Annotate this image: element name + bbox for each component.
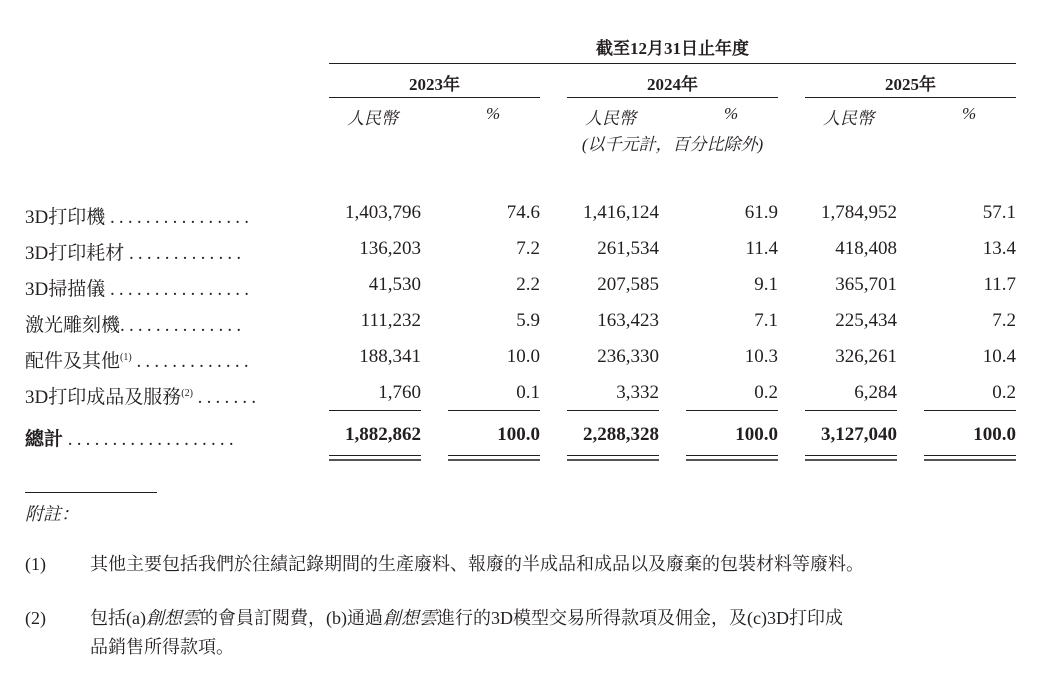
total-double-rule bbox=[686, 455, 778, 461]
table-cell: 1,403,796 bbox=[345, 202, 421, 223]
currency-label-2025: 人民幣 bbox=[823, 109, 874, 128]
note-2-mark: (2) bbox=[25, 608, 46, 628]
subtotal-rule bbox=[686, 410, 778, 411]
total-cell: 1,882,862 bbox=[345, 424, 421, 445]
table-row-label: 3D掃描儀 ................ bbox=[25, 279, 254, 300]
table-cell: 236,330 bbox=[597, 346, 659, 367]
subtotal-rule bbox=[448, 410, 540, 411]
table-cell: 326,261 bbox=[835, 346, 897, 367]
table-row-label: 配件及其他$^{(1)}$ ............. bbox=[25, 351, 253, 372]
footnote-ref: (1) bbox=[120, 352, 132, 363]
year-2023-heading: 2023年 bbox=[409, 75, 460, 94]
table-cell: 9.1 bbox=[754, 274, 778, 295]
table-row-label: 3D打印成品及服務$^{(2)}$ ....... bbox=[25, 387, 261, 408]
table-cell: 225,434 bbox=[835, 310, 897, 331]
note-1-mark: (1) bbox=[25, 554, 46, 574]
table-cell: 418,408 bbox=[835, 238, 897, 259]
percent-label-2023: % bbox=[486, 104, 501, 123]
table-cell: 13.4 bbox=[982, 238, 1016, 259]
table-cell: 207,585 bbox=[597, 274, 659, 295]
table-cell: 1,784,952 bbox=[821, 202, 897, 223]
notes-separator bbox=[25, 492, 157, 493]
year-2025-heading: 2025年 bbox=[885, 75, 936, 94]
table-cell: 0.2 bbox=[754, 382, 778, 403]
total-double-rule bbox=[805, 455, 897, 461]
header-top-rule bbox=[329, 63, 1016, 64]
total-cell: 100.0 bbox=[497, 424, 540, 445]
total-double-rule bbox=[448, 455, 540, 461]
subtotal-rule bbox=[567, 410, 659, 411]
table-cell: 11.4 bbox=[745, 238, 778, 259]
total-double-rule bbox=[924, 455, 1016, 461]
table-cell: 57.1 bbox=[982, 202, 1016, 223]
table-cell: 365,701 bbox=[835, 274, 897, 295]
subtotal-rule bbox=[924, 410, 1016, 411]
subtotal-rule bbox=[329, 410, 421, 411]
table-cell: 11.7 bbox=[983, 274, 1016, 295]
table-cell: 3,332 bbox=[616, 382, 659, 403]
total-double-rule bbox=[329, 455, 421, 461]
table-cell: 163,423 bbox=[597, 310, 659, 331]
table-cell: 0.1 bbox=[516, 382, 540, 403]
table-cell: 6,284 bbox=[854, 382, 897, 403]
table-row-label: 3D打印耗材 ............. bbox=[25, 243, 246, 264]
table-row-label: 3D打印機 ................ bbox=[25, 207, 254, 228]
table-cell: 136,203 bbox=[359, 238, 421, 259]
table-cell: 5.9 bbox=[516, 310, 540, 331]
unit-note: (以千元計，百分比除外) bbox=[581, 135, 764, 154]
table-cell: 41,530 bbox=[368, 274, 421, 295]
note-1-text: 其他主要包括我們於往績記錄期間的生產廢料、報廢的半成品和成品以及廢棄的包裝材料等廢料。 bbox=[90, 554, 864, 574]
table-cell: 1,416,124 bbox=[583, 202, 659, 223]
footnote-ref: (2) bbox=[181, 388, 193, 399]
total-cell: 2,288,328 bbox=[583, 424, 659, 445]
total-cell: 100.0 bbox=[735, 424, 778, 445]
year-2025-rule bbox=[805, 97, 1016, 98]
table-cell: 188,341 bbox=[359, 346, 421, 367]
table-cell: 74.6 bbox=[506, 202, 540, 223]
currency-label-2023: 人民幣 bbox=[347, 109, 398, 128]
year-2024-heading: 2024年 bbox=[647, 75, 698, 94]
year-2024-rule bbox=[567, 97, 778, 98]
period-title: 截至12月31日止年度 bbox=[596, 39, 749, 58]
table-cell: 111,232 bbox=[360, 310, 421, 331]
notes-title: 附註： bbox=[25, 504, 79, 524]
table-cell: 10.0 bbox=[506, 346, 540, 367]
table-cell: 61.9 bbox=[744, 202, 778, 223]
table-cell: 10.3 bbox=[744, 346, 778, 367]
note-2-text: 包括(a)創想雲的會員訂閱費，(b)通過創想雲進行的3D模型交易所得款項及佣金，及(c)3D打印成 品銷售所得款項。 bbox=[90, 608, 843, 657]
table-cell: 1,760 bbox=[378, 382, 421, 403]
table-cell: 0.2 bbox=[992, 382, 1016, 403]
table-cell: 7.1 bbox=[754, 310, 778, 331]
table-cell: 261,534 bbox=[597, 238, 659, 259]
percent-label-2024: % bbox=[724, 104, 739, 123]
table-cell: 7.2 bbox=[992, 310, 1016, 331]
year-2023-rule bbox=[329, 97, 540, 98]
table-row-label: 激光雕刻機.............. bbox=[25, 315, 246, 336]
total-cell: 100.0 bbox=[973, 424, 1016, 445]
subtotal-rule bbox=[805, 410, 897, 411]
table-cell: 10.4 bbox=[982, 346, 1016, 367]
table-cell: 2.2 bbox=[516, 274, 540, 295]
total-double-rule bbox=[567, 455, 659, 461]
total-row-label: 總計 ................... bbox=[25, 429, 238, 450]
table-cell: 7.2 bbox=[516, 238, 540, 259]
total-cell: 3,127,040 bbox=[821, 424, 897, 445]
currency-label-2024: 人民幣 bbox=[585, 109, 636, 128]
percent-label-2025: % bbox=[962, 104, 977, 123]
